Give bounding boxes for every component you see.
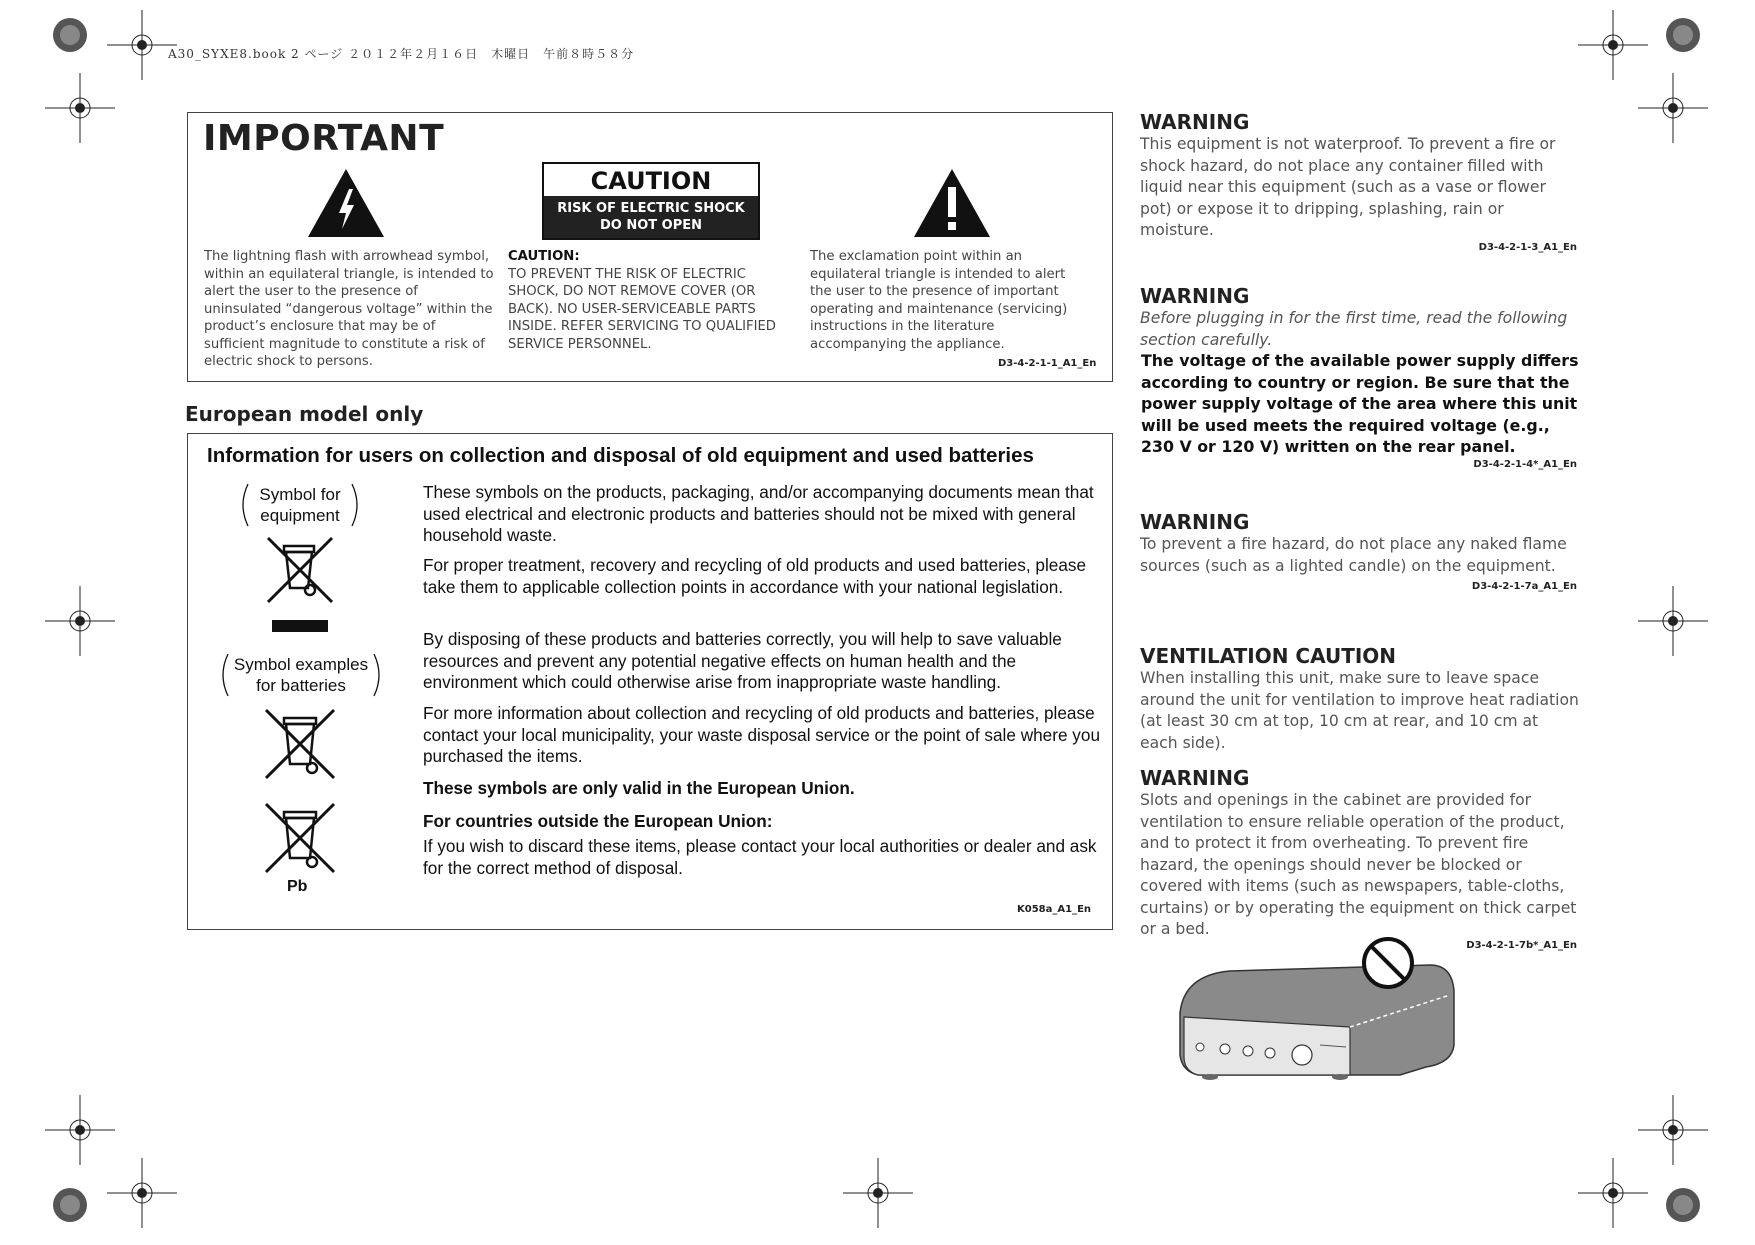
warning-voltage-title: WARNING bbox=[1140, 284, 1250, 308]
lightning-description: The lightning flash with arrowhead symbol, within an equilateral triangle, is intended to alert the user to the presence of uninsulated “dangerous voltage” within the product’s enclosure that may be of sufficient magnitude to constitute a risk of electric shock to persons. bbox=[204, 249, 494, 369]
eu-valid-note: These symbols are only valid in the European Union. bbox=[423, 778, 855, 798]
disposal-paragraph-2: For proper treatment, recovery and recycling of old products and used batteries, please take them to applicable collection points in accordance with your national legislation. bbox=[423, 555, 1087, 597]
disposal-info-title: Information for users on collection and disposal of old equipment and used batteries bbox=[207, 444, 1034, 467]
crosshair-mark-bottom-center bbox=[843, 1158, 913, 1228]
registration-mark-bottom-left bbox=[35, 1170, 105, 1240]
european-model-heading: European model only bbox=[185, 402, 424, 426]
crossed-out-battery-bin-pb-icon bbox=[262, 800, 338, 876]
warning-openings-title: WARNING bbox=[1140, 766, 1250, 790]
exclamation-warning-icon bbox=[912, 167, 992, 239]
caution-description bbox=[508, 248, 788, 353]
caution-label-band bbox=[544, 196, 758, 238]
ventilation-caution-text: When installing this unit, make sure to leave space around the unit for ventilation to improve heat radiation (at least 30 cm at top, 10 cm at rear, and 10 cm at each side). bbox=[1140, 669, 1579, 752]
covered-amplifier-illustration bbox=[1170, 935, 1470, 1095]
warning-voltage-bold: The voltage of the available power supply differs according to country or region. Be sure that the power supply voltage of the area where this unit will be used meets the required voltage (e.g., 230 V or 120 V) written on the rear panel. bbox=[1141, 351, 1579, 456]
warning-flame-code: D3-4-2-1-7a_A1_En bbox=[1471, 581, 1577, 592]
warning-voltage-code: D3-4-2-1-4*_A1_En bbox=[1473, 459, 1577, 470]
registration-mark-top-right bbox=[1648, 0, 1718, 70]
warning-waterproof-title: WARNING bbox=[1140, 110, 1250, 134]
warning-waterproof-code: D3-4-2-1-3_A1_En bbox=[1478, 242, 1577, 253]
important-title: IMPORTANT bbox=[203, 118, 445, 159]
crosshair-mark-bottom-right bbox=[1578, 1158, 1648, 1228]
lightning-warning-icon bbox=[306, 167, 386, 239]
ventilation-caution-title: VENTILATION CAUTION bbox=[1140, 644, 1397, 668]
crossed-out-battery-bin-icon bbox=[262, 706, 338, 782]
crosshair-mark-bottom-left bbox=[107, 1158, 177, 1228]
separate-collection-bar bbox=[272, 620, 328, 632]
outside-eu-heading: For countries outside the European Union: bbox=[423, 811, 773, 831]
disposal-code: K058a_A1_En bbox=[1017, 904, 1092, 915]
warning-openings-text: Slots and openings in the cabinet are provided for ventilation to ensure reliable operation of the product, and to protect it from overheating. To prevent fire hazard, the openings should never be blocked or covered with items (such as newspapers, table-cloths, curtains) or by operating the equipment on thick carpet or a bed. bbox=[1140, 791, 1577, 938]
crosshair-mark-right-upper bbox=[1638, 73, 1708, 143]
crosshair-mark-left-lower bbox=[45, 1095, 115, 1165]
crosshair-mark-top-right bbox=[1578, 10, 1648, 80]
print-file-info: A30_SYXE8.book 2 ページ ２０１２年２月１６日 木曜日 午前８時５８分 bbox=[168, 47, 635, 61]
warning-flame-text: To prevent a fire hazard, do not place any naked flame sources (such as a lighted candle) on the equipment. bbox=[1140, 535, 1567, 575]
prohibited-icon bbox=[1360, 935, 1416, 991]
registration-mark-bottom-right bbox=[1648, 1170, 1718, 1240]
symbol-batteries-label: Symbol examples for batteries bbox=[233, 655, 369, 695]
disposal-paragraph-3: By disposing of these products and batteries correctly, you will help to save valuable resources and prevent any potential negative effects on human health and the environment which could otherwise arise from inappropriate waste handling. bbox=[423, 629, 1062, 692]
caution-heading: CAUTION: bbox=[508, 249, 580, 264]
caution-label-line1: RISK OF ELECTRIC SHOCK bbox=[557, 201, 745, 216]
caution-label-line2: DO NOT OPEN bbox=[599, 218, 703, 233]
crosshair-mark-left-middle bbox=[45, 586, 115, 656]
symbol-batteries-label-group bbox=[220, 652, 382, 698]
warning-voltage-intro-text: Before plugging in for the first time, read the following section carefully. bbox=[1140, 309, 1568, 349]
caution-label-title: CAUTION bbox=[590, 167, 712, 195]
caution-label bbox=[542, 162, 760, 240]
warning-flame-title: WARNING bbox=[1140, 510, 1250, 534]
registration-mark-top-left bbox=[35, 0, 105, 70]
disposal-paragraph-1: These symbols on the products, packaging, and/or accompanying documents mean that used electrical and electronic products and batteries should not be mixed with general household waste. bbox=[423, 482, 1094, 545]
caution-text: TO PREVENT THE RISK OF ELECTRIC SHOCK, DO NOT REMOVE COVER (OR BACK). NO USER-SERVICEABLE PARTS INSIDE. REFER SERVICING TO QUALIFIED SERVICE PERSONNEL. bbox=[508, 266, 776, 352]
crosshair-mark-left-upper bbox=[45, 73, 115, 143]
crosshair-mark-right-lower bbox=[1638, 1095, 1708, 1165]
disposal-paragraph-4: For more information about collection and recycling of old products and batteries, please contact your local municipality, your waste disposal service or the point of sale where you purchased the items. bbox=[423, 703, 1101, 766]
symbol-equipment-label-group bbox=[240, 482, 360, 528]
symbol-equipment-label: Symbol for equipment bbox=[259, 485, 341, 525]
warning-voltage-intro bbox=[1140, 308, 1580, 351]
pb-label: Pb bbox=[287, 878, 308, 895]
important-code: D3-4-2-1-1_A1_En bbox=[998, 358, 1097, 369]
crosshair-mark-top-left bbox=[107, 10, 177, 80]
crossed-out-wheelie-bin-icon bbox=[264, 534, 336, 606]
warning-openings-code: D3-4-2-1-7b*_A1_En bbox=[1466, 940, 1577, 951]
outside-eu-text: If you wish to discard these items, please contact your local authorities or dealer and ask for the correct method of disposal. bbox=[423, 836, 1097, 878]
crosshair-mark-right-middle bbox=[1638, 586, 1708, 656]
warning-waterproof-text: This equipment is not waterproof. To prevent a fire or shock hazard, do not place any container filled with liquid near this equipment (such as a vase or flower pot) or expose it to dripping, splashing, rain or moisture. bbox=[1140, 135, 1556, 239]
exclamation-description: The exclamation point within an equilateral triangle is intended to alert the user to the presence of important operating and maintenance (servicing) instructions in the literature accompanying the appliance. bbox=[810, 249, 1068, 352]
